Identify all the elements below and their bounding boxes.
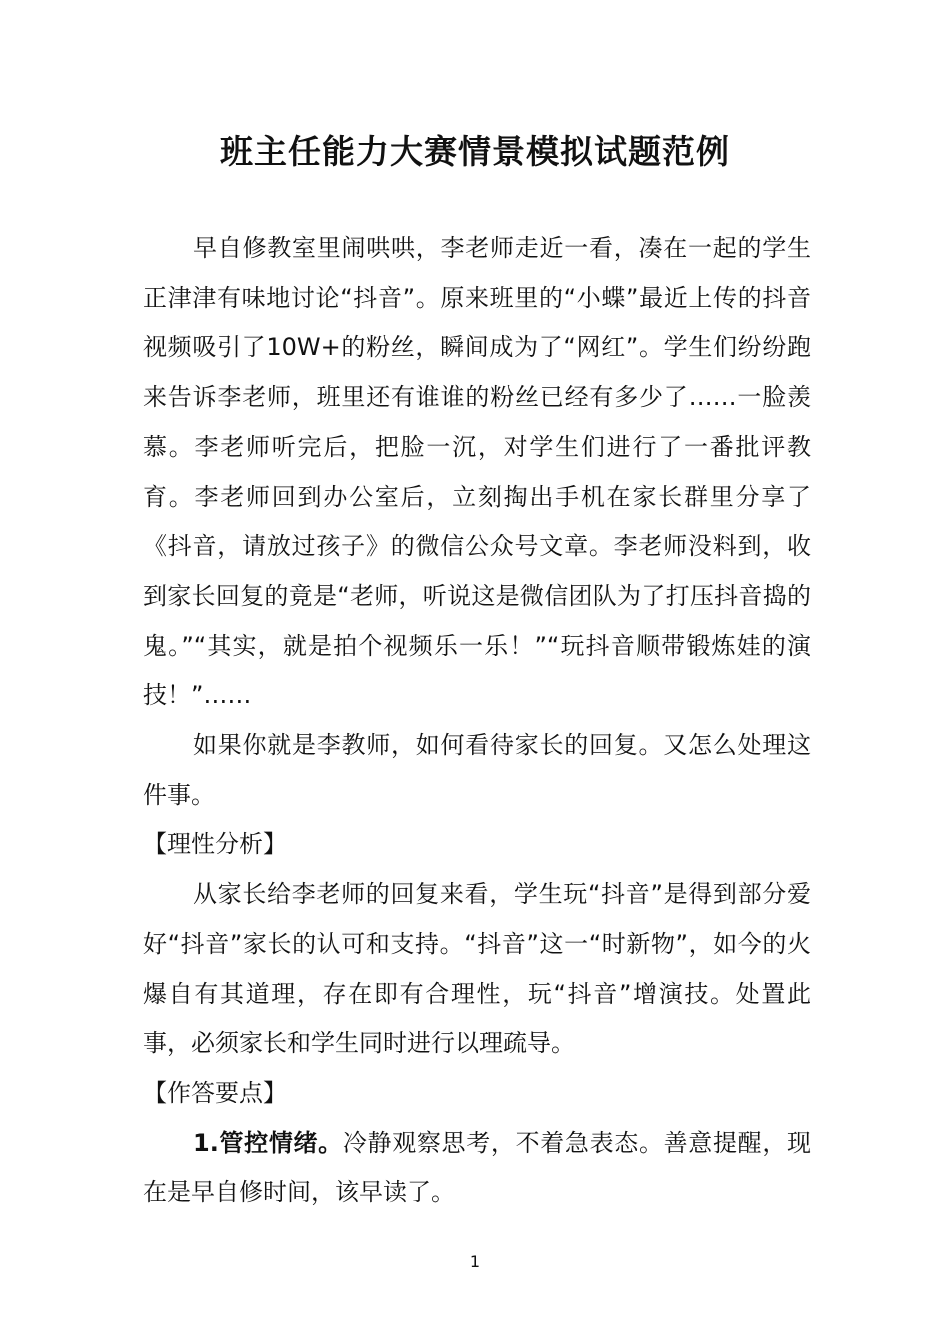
answer-point-1 (143, 1119, 811, 1218)
scenario-paragraph: 早自修教室里闹哄哄，李老师走近一看，凑在一起的学生正津津有味地讨论“抖音”。原来班里的“小蝶”最近上传的抖音视频吸引了10W+的粉丝，瞬间成为了“网红”。学生们纷纷跑来告诉李老师，班里还有谁谁的粉丝已经有多少了……一脸羡慕。李老师听完后，把脸一沉，对学生们进行了一番批评教育。李老师回到办公室后，立刻掏出手机在家长群里分享了《抖音，请放过孩子》的微信公众号文章。李老师没料到，收到家长回复的竟是“老师，听说这是微信团队为了打压抖音捣的鬼。”“其实，就是拍个视频乐一乐！”“玩抖音顺带锻炼娃的演技！”…… (143, 234, 811, 710)
analysis-heading: 【理性分析】 (143, 830, 287, 859)
document-body (143, 224, 811, 1218)
question-paragraph: 如果你就是李教师，如何看待家长的回复。又怎么处理这件事。 (143, 731, 811, 809)
page-number: 1 (469, 1252, 481, 1271)
document-title: 班主任能力大赛情景模拟试题范例 (220, 132, 730, 171)
answer-point-1-text: 冷静观察思考，不着急表态。善意提醒，现在是早自修时间，该早读了。 (143, 1128, 811, 1207)
answer-points-heading: 【作答要点】 (143, 1078, 287, 1107)
analysis-paragraph: 从家长给李老师的回复来看，学生玩“抖音”是得到部分爱好“抖音”家长的认可和支持。“抖音”这一“时新物”，如今的火爆自有其道理，存在即有合理性，玩“抖音”增演技。处置此事，必须家长和学生同时进行以理疏导。 (143, 880, 811, 1058)
answer-point-1-lead: 1.管控情绪。 (193, 1128, 343, 1157)
